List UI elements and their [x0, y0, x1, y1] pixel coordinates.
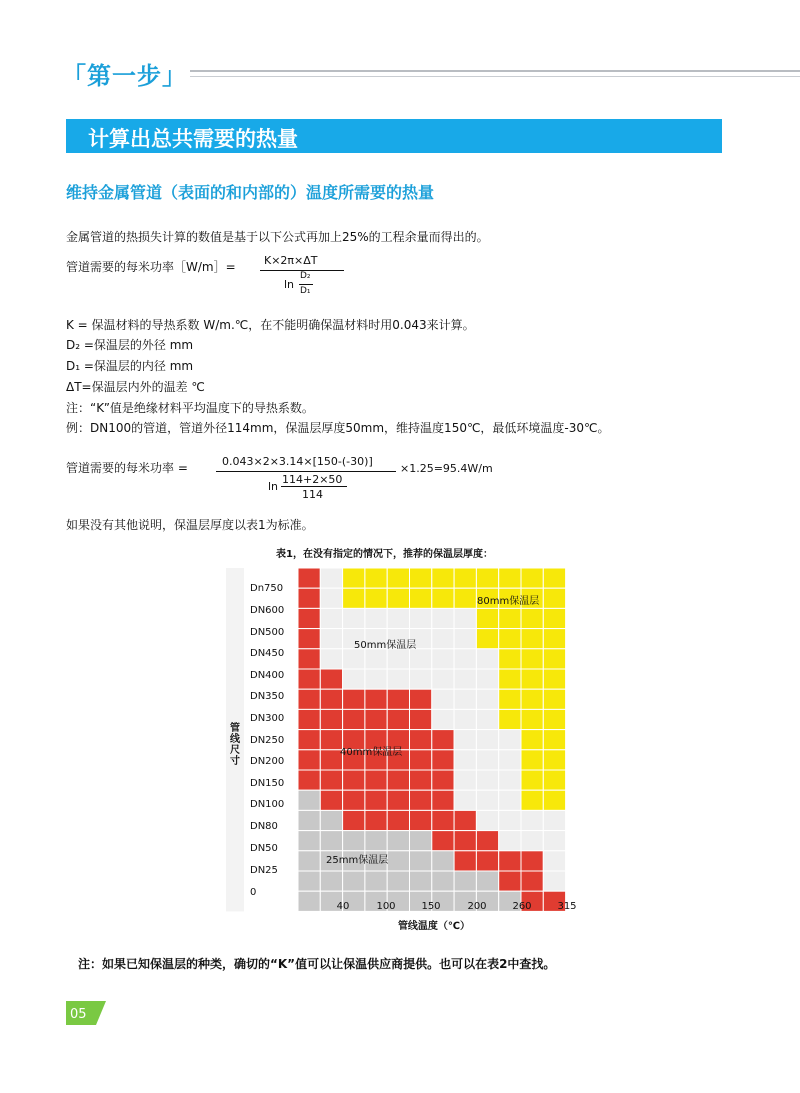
heatmap-cell	[432, 790, 454, 810]
heatmap-cell	[410, 831, 432, 851]
heatmap-cell	[521, 871, 543, 891]
heatmap-cell	[521, 851, 543, 871]
y-tick-label: DN450	[250, 648, 285, 659]
heatmap-cell	[499, 871, 521, 891]
y-tick-label: DN300	[250, 713, 285, 724]
heatmap-cell	[476, 831, 498, 851]
heatmap-cell	[365, 871, 387, 891]
heatmap-cell	[432, 770, 454, 790]
zone-label: 40mm保温层	[340, 747, 403, 758]
heatmap-cell	[343, 588, 365, 608]
heatmap-cell	[320, 568, 342, 588]
heatmap-cell	[432, 689, 454, 709]
footnote: 注：如果已知保温层的种类，确切的“K”值可以让保温供应商提供。也可以在表2中查找。	[78, 957, 556, 971]
heatmap-cell	[454, 831, 476, 851]
heatmap-cell	[298, 629, 320, 649]
heatmap-cell	[499, 790, 521, 810]
heatmap-cell	[476, 568, 498, 588]
heatmap-cell	[476, 608, 498, 628]
heatmap-cell	[476, 689, 498, 709]
heatmap-cell	[320, 669, 342, 689]
heatmap-cell	[365, 770, 387, 790]
y-tick-label: DN400	[250, 670, 285, 681]
heatmap-cell	[499, 689, 521, 709]
heatmap-cell	[499, 608, 521, 628]
heatmap-cell	[410, 669, 432, 689]
heatmap-cell	[499, 831, 521, 851]
page-number: 05	[70, 1007, 87, 1022]
heatmap-cell	[432, 649, 454, 669]
heatmap-cell	[343, 770, 365, 790]
heatmap-cell	[387, 669, 409, 689]
heatmap-cell	[410, 588, 432, 608]
heatmap-cell	[521, 689, 543, 709]
heatmap-cell	[365, 608, 387, 628]
heatmap-cell	[499, 629, 521, 649]
heatmap-cell	[521, 629, 543, 649]
heatmap-cell	[454, 709, 476, 729]
heatmap-cell	[432, 629, 454, 649]
heatmap-cell	[365, 588, 387, 608]
x-axis-label: 管线温度（℃）	[397, 921, 471, 932]
section-title: 计算出总共需要的热量	[88, 127, 298, 151]
heatmap-cell	[454, 669, 476, 689]
heatmap-cell	[476, 730, 498, 750]
heatmap-cell	[298, 568, 320, 588]
heatmap-cell	[387, 709, 409, 729]
formula1-lhs: 管道需要的每米功率［W/m］=	[66, 260, 236, 274]
heatmap-cell	[454, 770, 476, 790]
heatmap-cell	[343, 831, 365, 851]
x-tick-label: 40	[336, 901, 350, 912]
heatmap-cell	[410, 810, 432, 830]
heatmap-cell	[387, 770, 409, 790]
heatmap-cell	[320, 588, 342, 608]
heatmap-cell	[410, 649, 432, 669]
intro-text: 金属管道的热损失计算的数值是基于以下公式再加上25%的工程余量而得出的。	[66, 230, 489, 244]
heatmap-cell	[320, 770, 342, 790]
heatmap-cell	[320, 810, 342, 830]
formula2-result: ×1.25=95.4W/m	[400, 462, 493, 475]
heatmap-cell	[320, 649, 342, 669]
heatmap-cell	[476, 669, 498, 689]
definition-d1: D₁ =保温层的内径 mm	[66, 359, 194, 373]
formula2-ratio-bottom: 114	[302, 488, 323, 501]
heatmap-cell	[410, 750, 432, 770]
heatmap-cell	[432, 588, 454, 608]
formula2-lhs: 管道需要的每米功率 =	[66, 461, 188, 475]
heatmap-cell	[410, 790, 432, 810]
y-axis-label: 管线尺寸	[230, 723, 240, 767]
heatmap-cell	[343, 709, 365, 729]
heatmap-cell	[343, 871, 365, 891]
heatmap-cell	[454, 730, 476, 750]
y-tick-label: DN50	[250, 843, 278, 854]
heatmap-cell	[365, 831, 387, 851]
heatmap-cell	[387, 689, 409, 709]
heatmap-cell	[454, 588, 476, 608]
heatmap-cell	[410, 851, 432, 871]
y-tick-label: DN150	[250, 778, 285, 789]
formula1-ratio-top: D₂	[300, 271, 311, 281]
heatmap-cell	[521, 810, 543, 830]
heatmap-cell	[543, 568, 565, 588]
y-tick-label: DN350	[250, 691, 285, 702]
heatmap-cell	[320, 629, 342, 649]
heatmap-cell	[365, 669, 387, 689]
y-tick-label: Dn750	[250, 583, 284, 594]
heatmap-cell	[387, 810, 409, 830]
heatmap-cell	[454, 608, 476, 628]
formula2-ratio-bar	[281, 486, 347, 487]
heatmap-cell	[454, 568, 476, 588]
heatmap-cell	[454, 851, 476, 871]
definition-note: 注：“K”值是绝缘材料平均温度下的导热系数。	[66, 401, 314, 415]
definition-delta-t: ΔT=保温层内外的温差 ℃	[66, 380, 205, 394]
x-tick-label: 150	[421, 901, 441, 912]
heatmap-cell	[365, 568, 387, 588]
heatmap-cell	[298, 891, 320, 911]
heatmap-cell	[410, 709, 432, 729]
heatmap-cell	[476, 851, 498, 871]
heatmap-cell	[298, 790, 320, 810]
heatmap-cell	[543, 750, 565, 770]
formula2-ratio-top: 114+2×50	[282, 473, 343, 486]
heatmap-cell	[298, 810, 320, 830]
heatmap-cell	[410, 770, 432, 790]
heatmap-cell	[365, 790, 387, 810]
standard-note: 如果没有其他说明，保温层厚度以表1为标准。	[66, 518, 314, 532]
heatmap-cell	[320, 608, 342, 628]
heatmap-cell	[410, 871, 432, 891]
heatmap-cell	[521, 730, 543, 750]
definition-d2: D₂ =保温层的外径 mm	[66, 338, 194, 352]
heatmap-cell	[432, 709, 454, 729]
heatmap-cell	[365, 689, 387, 709]
heatmap-cell	[365, 810, 387, 830]
heatmap-cell	[387, 649, 409, 669]
formula1-ratio-bottom: D₁	[300, 286, 311, 296]
heatmap-cell	[543, 608, 565, 628]
y-tick-label: DN200	[250, 756, 285, 767]
heatmap-cell	[387, 831, 409, 851]
heatmap-cell	[454, 689, 476, 709]
heatmap-cell	[454, 750, 476, 770]
heatmap-cell	[521, 669, 543, 689]
heatmap-cell	[387, 871, 409, 891]
heatmap-cell	[476, 810, 498, 830]
definition-k: K = 保温材料的导热系数 W/m.℃，在不能明确保温材料时用0.043来计算。	[66, 318, 475, 332]
x-tick-label: 200	[467, 901, 487, 912]
heatmap-cell	[476, 649, 498, 669]
heatmap-cell	[521, 709, 543, 729]
heatmap-cell	[521, 608, 543, 628]
x-tick-label: 100	[376, 901, 396, 912]
heatmap-cell	[454, 790, 476, 810]
heatmap-cell	[432, 750, 454, 770]
heatmap-cell	[499, 709, 521, 729]
heatmap-cell	[454, 810, 476, 830]
heatmap-cell	[543, 831, 565, 851]
y-tick-label: DN250	[250, 735, 285, 746]
heatmap-cell	[543, 730, 565, 750]
heatmap-cell	[521, 770, 543, 790]
heatmap-cell	[298, 871, 320, 891]
heatmap-cell	[343, 790, 365, 810]
heatmap-cell	[320, 709, 342, 729]
heatmap-cell	[387, 588, 409, 608]
heatmap-cell	[298, 750, 320, 770]
chart-title: 表1，在没有指定的情况下，推荐的保温层厚度：	[276, 549, 493, 560]
heatmap-cell	[543, 851, 565, 871]
heatmap-cell	[365, 649, 387, 669]
y-tick-label: DN100	[250, 799, 285, 810]
heatmap-cell	[365, 709, 387, 729]
heatmap-cell	[454, 629, 476, 649]
step-heading: 「第一步」	[62, 62, 187, 90]
x-tick-label: 315	[557, 901, 577, 912]
heatmap-cell	[298, 608, 320, 628]
heatmap-cell	[298, 709, 320, 729]
heatmap-cell	[343, 669, 365, 689]
formula2-numerator: 0.043×2×3.14×[150-(-30)]	[222, 455, 373, 468]
heatmap-cell	[476, 629, 498, 649]
heatmap-cell	[499, 730, 521, 750]
heatmap-cell	[298, 669, 320, 689]
y-tick-label: DN500	[250, 627, 285, 638]
heatmap-cell	[410, 689, 432, 709]
formula1-ln: ln	[284, 278, 295, 291]
heatmap-cell	[499, 750, 521, 770]
heatmap-cell	[476, 709, 498, 729]
heatmap-cell	[521, 831, 543, 851]
heatmap-cell	[476, 770, 498, 790]
heatmap-cell	[454, 649, 476, 669]
heatmap-cell	[343, 568, 365, 588]
heatmap-cell	[543, 629, 565, 649]
heatmap-cell	[543, 689, 565, 709]
heatmap-cell	[432, 851, 454, 871]
heatmap-cell	[543, 770, 565, 790]
insulation-thickness-chart	[224, 565, 584, 937]
heatmap-cell	[343, 649, 365, 669]
heatmap-cell	[476, 750, 498, 770]
heatmap-cell	[521, 568, 543, 588]
header-rule-thin	[190, 76, 800, 77]
subsection-title: 维持金属管道（表面的和内部的）温度所需要的热量	[66, 183, 435, 202]
heatmap-cell	[387, 790, 409, 810]
heatmap-cell	[298, 649, 320, 669]
heatmap-cell	[432, 871, 454, 891]
formula2-ln: ln	[268, 480, 279, 493]
heatmap-cell	[543, 709, 565, 729]
heatmap-cell	[298, 730, 320, 750]
heatmap-cell	[387, 851, 409, 871]
heatmap-cell	[432, 669, 454, 689]
heatmap-cell	[298, 689, 320, 709]
heatmap-cell	[499, 649, 521, 669]
heatmap-cell	[521, 750, 543, 770]
heatmap-cell	[432, 831, 454, 851]
heatmap-cell	[298, 588, 320, 608]
heatmap-cell	[298, 851, 320, 871]
heatmap-cell	[454, 871, 476, 891]
heatmap-cell	[410, 568, 432, 588]
heatmap-cell	[410, 730, 432, 750]
heatmap-cell	[543, 790, 565, 810]
heatmap-cell	[499, 669, 521, 689]
heatmap-cell	[320, 831, 342, 851]
heatmap-cell	[410, 608, 432, 628]
heatmap-cell	[432, 608, 454, 628]
heatmap-cell	[499, 810, 521, 830]
heatmap-cell	[298, 770, 320, 790]
heatmap-cell	[387, 568, 409, 588]
formula1-numerator: K×2π×ΔT	[264, 254, 318, 267]
heatmap-cell	[320, 689, 342, 709]
heatmap-cell	[320, 871, 342, 891]
x-tick-label: 260	[512, 901, 532, 912]
zone-label: 50mm保温层	[354, 640, 417, 651]
heatmap-cell	[543, 871, 565, 891]
y-tick-label: 0	[250, 887, 257, 898]
heatmap-cell	[320, 790, 342, 810]
heatmap-cell	[543, 810, 565, 830]
heatmap-cell	[432, 730, 454, 750]
formula2-fraction-bar	[216, 471, 396, 472]
heatmap-cell	[298, 831, 320, 851]
heatmap-cell	[387, 608, 409, 628]
heatmap-cell	[521, 790, 543, 810]
heatmap-cell	[343, 689, 365, 709]
y-tick-label: DN600	[250, 605, 285, 616]
zone-label: 80mm保温层	[477, 596, 540, 607]
heatmap-cell	[432, 568, 454, 588]
heatmap-cell	[543, 649, 565, 669]
header-rule	[190, 70, 800, 72]
heatmap-cell	[521, 649, 543, 669]
heatmap-cell	[343, 608, 365, 628]
heatmap-cell	[476, 790, 498, 810]
y-tick-label: DN80	[250, 821, 278, 832]
example-text: 例：DN100的管道，管道外径114mm，保温层厚度50mm，维持温度150℃，最低环境温度-30℃。	[66, 421, 610, 435]
zone-label: 25mm保温层	[326, 855, 389, 866]
heatmap-cell	[499, 770, 521, 790]
heatmap-cell	[499, 851, 521, 871]
page-number-tab	[66, 1001, 106, 1025]
heatmap-cell	[432, 810, 454, 830]
heatmap-cell	[499, 568, 521, 588]
y-tick-label: DN25	[250, 865, 278, 876]
heatmap-cell	[476, 871, 498, 891]
formula1-ratio-bar	[299, 284, 313, 285]
heatmap-cell	[543, 669, 565, 689]
heatmap-cell	[343, 810, 365, 830]
heatmap-cell	[543, 588, 565, 608]
